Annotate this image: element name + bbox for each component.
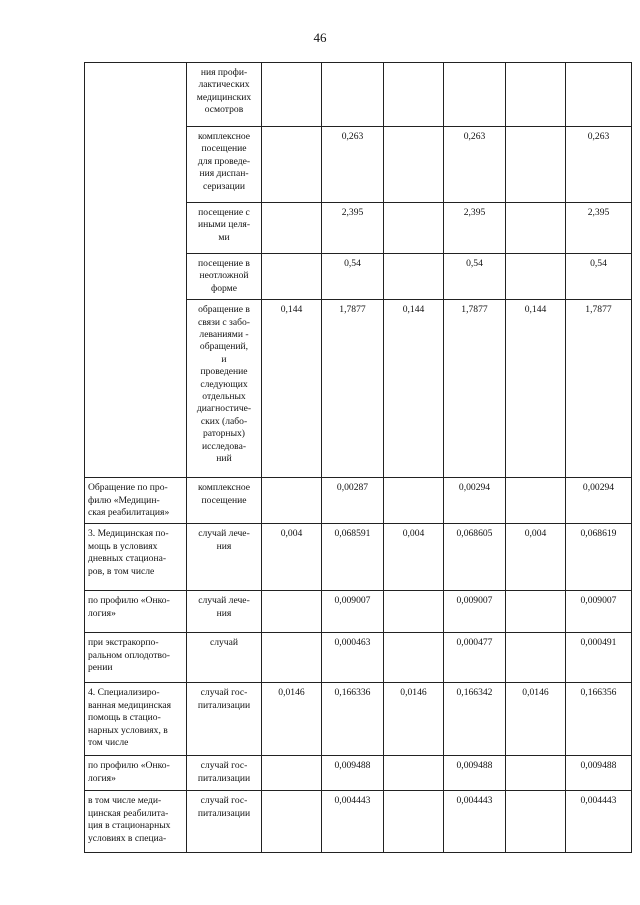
value-cell: 0,009007	[566, 591, 632, 633]
unit-cell: комплексное посещение для проведе- ния диспан- серизации	[187, 127, 262, 203]
value-cell	[506, 127, 566, 203]
unit-cell: случай лече- ния	[187, 591, 262, 633]
value-cell	[384, 478, 444, 524]
row-label: в том числе меди- цинская реабилита- ция в стационарных условиях в специа-	[85, 791, 187, 853]
value-cell	[384, 203, 444, 254]
value-cell: 0,144	[384, 300, 444, 478]
value-cell	[384, 127, 444, 203]
value-cell	[506, 791, 566, 853]
value-cell: 0,166342	[444, 683, 506, 756]
row-label: при экстракорпо- ральном оплодотво- рении	[85, 633, 187, 683]
value-cell	[506, 203, 566, 254]
value-cell	[262, 478, 322, 524]
value-cell: 0,009007	[322, 591, 384, 633]
value-cell: 0,54	[566, 254, 632, 300]
table-row	[85, 633, 632, 683]
value-cell: 0,009488	[322, 756, 384, 791]
table-row	[85, 791, 632, 853]
value-cell	[262, 591, 322, 633]
unit-cell: посещение в неотложной форме	[187, 254, 262, 300]
row-label	[85, 63, 187, 478]
value-cell	[444, 63, 506, 127]
row-label: по профилю «Онко- логия»	[85, 591, 187, 633]
value-cell: 0,54	[322, 254, 384, 300]
value-cell: 0,000477	[444, 633, 506, 683]
value-cell	[506, 756, 566, 791]
unit-cell: посещение с иными целя- ми	[187, 203, 262, 254]
unit-cell: комплексное посещение	[187, 478, 262, 524]
table-row	[85, 591, 632, 633]
value-cell	[384, 633, 444, 683]
value-cell: 0,144	[262, 300, 322, 478]
unit-cell: случай гос- питализации	[187, 683, 262, 756]
value-cell	[262, 791, 322, 853]
value-cell	[262, 254, 322, 300]
value-cell: 2,395	[566, 203, 632, 254]
value-cell: 0,00294	[444, 478, 506, 524]
value-cell: 0,068619	[566, 524, 632, 591]
value-cell: 0,0146	[506, 683, 566, 756]
value-cell: 0,004443	[444, 791, 506, 853]
value-cell: 0,54	[444, 254, 506, 300]
value-cell	[384, 791, 444, 853]
row-label: 4. Специализиро- ванная медицинская помощь в стацио- нарных условиях, в том числе	[85, 683, 187, 756]
value-cell: 0,263	[444, 127, 506, 203]
value-cell	[506, 633, 566, 683]
page-number: 46	[313, 30, 327, 45]
value-cell	[384, 254, 444, 300]
value-cell	[506, 254, 566, 300]
value-cell: 0,004443	[566, 791, 632, 853]
value-cell: 0,009488	[566, 756, 632, 791]
value-cell	[566, 63, 632, 127]
value-cell	[506, 478, 566, 524]
value-cell: 0,004	[262, 524, 322, 591]
table-row	[85, 524, 632, 591]
value-cell: 1,7877	[444, 300, 506, 478]
value-cell	[262, 756, 322, 791]
value-cell: 0,004	[384, 524, 444, 591]
value-cell	[384, 591, 444, 633]
unit-cell: случай гос- питализации	[187, 756, 262, 791]
value-cell: 0,068591	[322, 524, 384, 591]
value-cell: 0,004	[506, 524, 566, 591]
value-cell: 0,166336	[322, 683, 384, 756]
norms-table	[84, 62, 632, 853]
value-cell: 0,009007	[444, 591, 506, 633]
value-cell: 0,166356	[566, 683, 632, 756]
value-cell: 1,7877	[566, 300, 632, 478]
unit-cell: обращение в связи с забо- леваниями - обращений, и проведение следующих отдельных диагностиче- ских (лабо- раторных) исследова- ний	[187, 300, 262, 478]
value-cell: 0,144	[506, 300, 566, 478]
table-row	[85, 756, 632, 791]
value-cell	[506, 63, 566, 127]
value-cell: 0,00294	[566, 478, 632, 524]
value-cell: 0,263	[322, 127, 384, 203]
value-cell: 2,395	[322, 203, 384, 254]
value-cell: 0,004443	[322, 791, 384, 853]
value-cell: 1,7877	[322, 300, 384, 478]
value-cell: 0,00287	[322, 478, 384, 524]
unit-cell: случай лече- ния	[187, 524, 262, 591]
row-label: Обращение по про- филю «Медицин- ская реабилитация»	[85, 478, 187, 524]
row-label: 3. Медицинская по- мощь в условиях дневных стациона- ров, в том числе	[85, 524, 187, 591]
value-cell: 0,009488	[444, 756, 506, 791]
value-cell: 0,000463	[322, 633, 384, 683]
unit-cell: случай гос- питализации	[187, 791, 262, 853]
row-label: по профилю «Онко- логия»	[85, 756, 187, 791]
value-cell: 0,0146	[262, 683, 322, 756]
value-cell	[506, 591, 566, 633]
table-row	[85, 683, 632, 756]
value-cell	[262, 127, 322, 203]
value-cell	[384, 63, 444, 127]
value-cell	[262, 633, 322, 683]
value-cell: 2,395	[444, 203, 506, 254]
value-cell	[262, 203, 322, 254]
unit-cell: случай	[187, 633, 262, 683]
value-cell: 0,000491	[566, 633, 632, 683]
value-cell	[262, 63, 322, 127]
value-cell: 0,068605	[444, 524, 506, 591]
table-row	[85, 478, 632, 524]
value-cell	[322, 63, 384, 127]
value-cell: 0,0146	[384, 683, 444, 756]
value-cell: 0,263	[566, 127, 632, 203]
unit-cell: ния профи- лактических медицинских осмотров	[187, 63, 262, 127]
value-cell	[384, 756, 444, 791]
table-row	[85, 63, 632, 127]
